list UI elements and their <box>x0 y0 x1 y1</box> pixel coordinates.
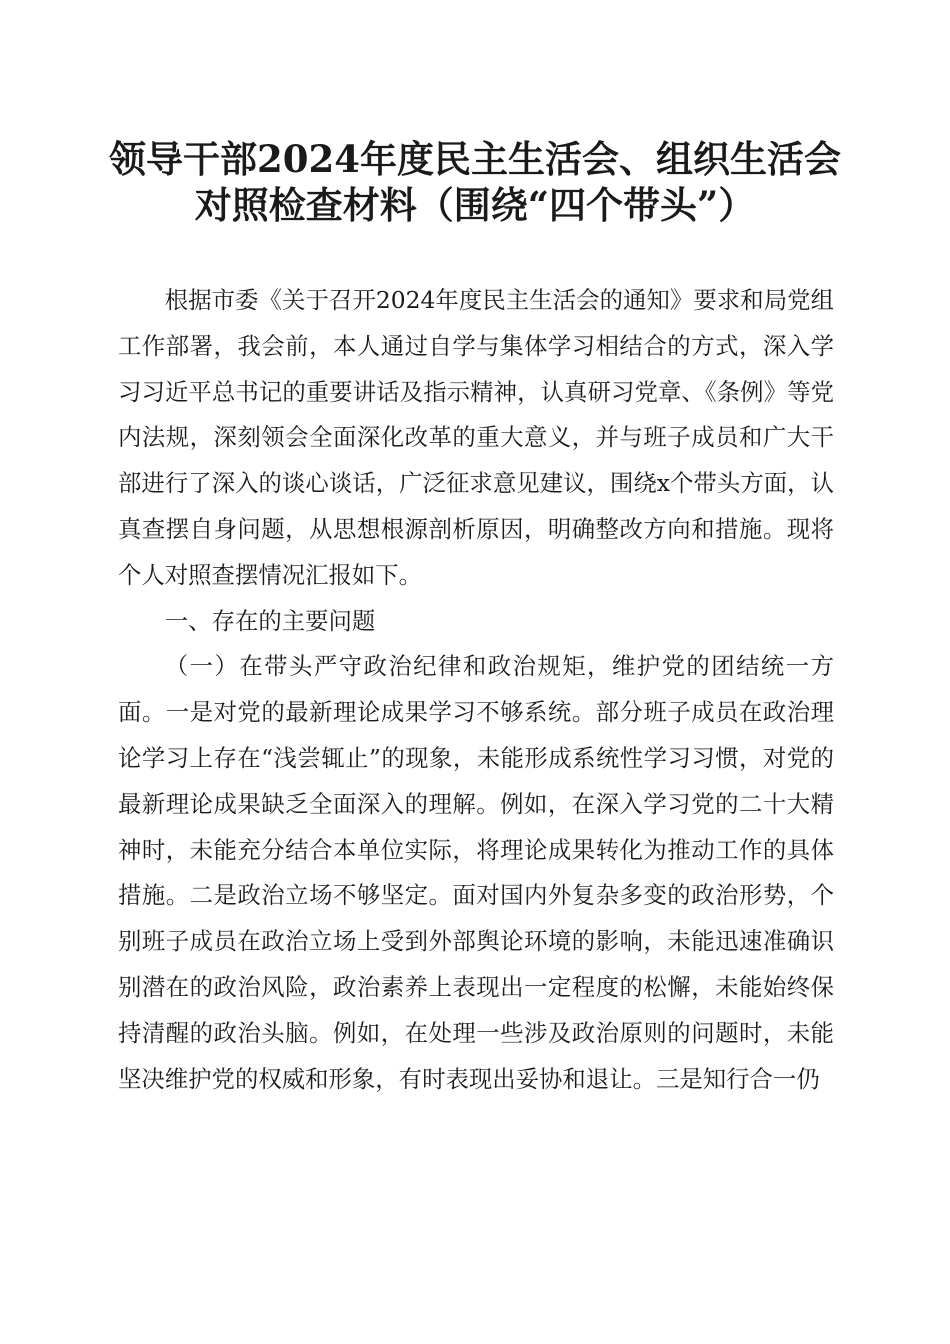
document-body <box>118 278 834 1102</box>
document-title-line-1: 领导干部2024年度民主生活会、组织生活会 <box>109 137 841 181</box>
document-title-line-2: 对照检查材料（围绕“四个带头”） <box>194 183 756 227</box>
section-heading: 一、存在的主要问题 <box>164 606 376 635</box>
intro-paragraph: 根据市委《关于召开2024年度民主生活会的通知》要求和局党组工作部署，我会前，本人通过自学与集体学习相结合的方式，深入学习习近平总书记的重要讲话及指示精神，认真研习党章、《条例》等党内法规，深刻领会全面深化改革的重大意义，并与班子成员和广大干部进行了深入的谈心谈话，广泛征求意见建议，围绕x个带头方面，认真查摆自身问题，从思想根源剖析原因，明确整改方向和措施。现将个人对照查摆情况汇报如下。 <box>118 286 834 589</box>
subsection-body: 一是对党的最新理论成果学习不够系统。部分班子成员在政治理论学习上存在“浅尝辄止”的现象，未能形成系统性学习习惯，对党的最新理论成果缺乏全面深入的理解。例如，在深入学习党的二十大精神时，未能充分结合本单位实际，将理论成果转化为推动工作的具体措施。二是政治立场不够坚定。面对国内外复杂多变的政治形势，个别班子成员在政治立场上受到外部舆论环境的影响，未能迅速准确识别潜在的政治风险，政治素养上表现出一定程度的松懈，未能始终保持清醒的政治头脑。例如，在处理一些涉及政治原则的问题时，未能坚决维护党的权威和形象，有时表现出妥协和退让。三是知行合一仍 <box>118 698 835 1093</box>
subsection-paragraph <box>118 644 834 1102</box>
subsection-lead: （一）在带头严守政治纪律和政治规矩，维护党的团结统一方面。 <box>118 652 834 727</box>
